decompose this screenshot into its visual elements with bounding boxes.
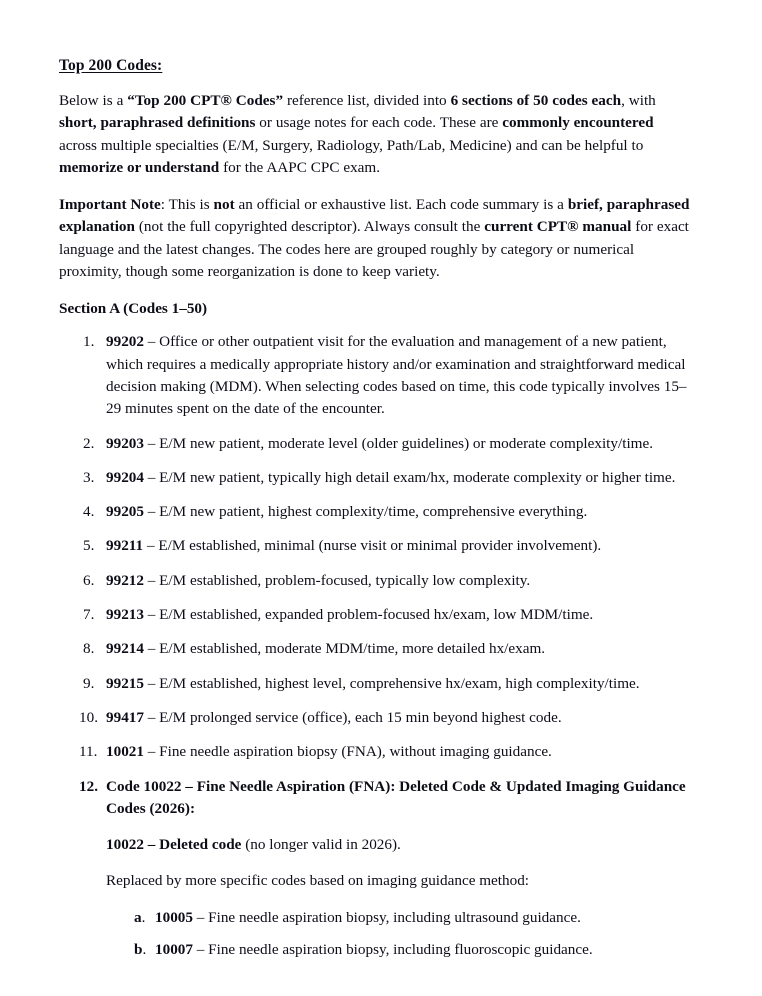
list-item: [59, 673, 690, 695]
sub-list-item-marker: [134, 907, 145, 929]
note-seg-4: an official or exhaustive list. Each code summary is a: [234, 196, 568, 214]
list-item-marker: 11.: [79, 743, 98, 761]
code-number: 10007: [155, 941, 193, 959]
code-number: Code 10022 – Fine Needle Aspiration (FNA): Deleted Code & Updated Imaging Guidance Codes (2026):: [106, 777, 686, 817]
sub-list-item: [106, 907, 690, 929]
code-description: – Fine needle aspiration biopsy, including fluoroscopic guidance.: [192, 941, 593, 959]
list-item-marker: 1.: [83, 333, 95, 351]
sub-marker-dot: .: [141, 908, 146, 926]
note-seg-8: for exact language and the latest changes. The codes here are grouped roughly by category or numerical proximity, though some reorganization is done to keep variety.: [59, 218, 689, 281]
code-number: 99211: [106, 537, 144, 555]
code-description: – E/M new patient, typically high detail exam/hx, moderate complexity or higher time.: [143, 468, 676, 486]
code-number: 99214: [106, 640, 144, 658]
list-item-marker: 6.: [83, 571, 95, 589]
replacement-code-list: [106, 907, 690, 962]
replacement-intro-line: Replaced by more specific codes based on imaging guidance method:: [106, 872, 530, 890]
deleted-code-detail: (no longer valid in 2026).: [241, 836, 401, 854]
list-item-marker: 8.: [83, 640, 95, 658]
intro-seg-1: Below is a: [59, 92, 128, 109]
code-number: 10021: [106, 743, 144, 761]
sub-list-item: [106, 939, 690, 961]
list-item: [59, 535, 690, 557]
code-list: [59, 331, 690, 961]
important-note-paragraph: [59, 194, 690, 283]
intro-seg-3: reference list, divided into: [283, 92, 451, 109]
code-number: 10005: [155, 908, 193, 926]
note-seg-5-bold: brief, paraphrased explanation: [59, 196, 690, 236]
code-number: 99204: [106, 468, 144, 486]
list-item-marker: 2.: [83, 434, 95, 452]
code-description: – E/M prolonged service (office), each 15 min beyond highest code.: [143, 708, 562, 726]
code-number: 99205: [106, 503, 144, 521]
list-item: [59, 638, 690, 660]
code-description: – E/M established, moderate MDM/time, more detailed hx/exam.: [143, 640, 546, 658]
intro-seg-8-bold: commonly encountered: [502, 114, 654, 132]
code-number: 99417: [106, 708, 144, 726]
list-item: [59, 604, 690, 626]
code-description: – E/M established, minimal (nurse visit or minimal provider involvement).: [143, 537, 602, 555]
sub-marker-letter: a: [134, 908, 142, 926]
list-item: [59, 776, 690, 962]
list-item-marker: 12.: [79, 777, 98, 795]
code-description: – E/M new patient, moderate level (older guidelines) or moderate complexity/time.: [143, 434, 654, 452]
intro-seg-11: for the AAPC CPC exam.: [219, 158, 381, 176]
intro-seg-9: across multiple specialties (E/M, Surgery, Radiology, Path/Lab, Medicine) and can be helpful to: [59, 136, 644, 154]
code-description: – E/M established, problem-focused, typically low complexity.: [143, 571, 531, 589]
note-seg-2: : This is: [160, 196, 214, 214]
deleted-code-label: 10022 – Deleted code: [106, 836, 242, 854]
intro-seg-4-bold: 6 sections of 50 codes each: [450, 92, 622, 109]
list-item: [59, 570, 690, 592]
code-description: – E/M established, expanded problem-focused hx/exam, low MDM/time.: [143, 606, 594, 624]
list-item-marker: 10.: [79, 708, 98, 726]
important-note-label: Important Note: [59, 196, 161, 214]
code-description: – E/M new patient, highest complexity/time, comprehensive everything.: [143, 503, 588, 521]
sub-marker-dot: .: [142, 941, 147, 959]
list-item-marker: 9.: [83, 674, 95, 692]
sub-list-item-marker: [134, 939, 146, 961]
intro-seg-7: or usage notes for each code. These are: [255, 114, 503, 132]
intro-paragraph: [59, 90, 690, 179]
sub-marker-letter: b: [134, 941, 143, 959]
list-item: [59, 433, 690, 455]
list-item: [59, 331, 690, 420]
intro-seg-2-bold: “Top 200 CPT® Codes”: [127, 92, 284, 109]
code-description: – Fine needle aspiration biopsy, including ultrasound guidance.: [192, 908, 581, 926]
list-item: [59, 467, 690, 489]
list-item-marker: 4.: [83, 503, 95, 521]
note-seg-3-bold: not: [213, 196, 235, 214]
code-number: 99203: [106, 434, 144, 452]
nested-content-block: [106, 834, 690, 961]
code-number: 99213: [106, 606, 144, 624]
intro-seg-10-bold: memorize or understand: [59, 158, 220, 176]
list-item: [59, 741, 690, 763]
list-item: [59, 707, 690, 729]
section-heading: Section A (Codes 1–50): [59, 300, 208, 318]
note-seg-6: (not the full copyrighted descriptor). Always consult the: [134, 218, 485, 236]
note-seg-7-bold: current CPT® manual: [484, 218, 632, 236]
code-number: 99212: [106, 571, 144, 589]
page-title: Top 200 Codes:: [59, 57, 163, 74]
code-description: – Fine needle aspiration biopsy (FNA), without imaging guidance.: [143, 743, 552, 761]
list-item-marker: 5.: [83, 537, 95, 555]
list-item-marker: 7.: [83, 606, 95, 624]
list-item-marker: 3.: [83, 468, 95, 486]
code-number: 99215: [106, 674, 144, 692]
code-description: – E/M established, highest level, comprehensive hx/exam, high complexity/time.: [143, 674, 640, 692]
list-item: [59, 501, 690, 523]
code-description: – Office or other outpatient visit for the evaluation and management of a new patient, which requires a medically appropriate history and/or examination and straightforward medical decision making (MDM). When selecting codes based on time, this code typically involves 15–29 minutes spent on the date of the encounter.: [106, 333, 687, 418]
code-number: 99202: [106, 333, 144, 351]
deleted-code-note: [106, 834, 690, 856]
intro-seg-5: , with: [621, 92, 656, 109]
intro-seg-6-bold: short, paraphrased definitions: [59, 114, 256, 132]
